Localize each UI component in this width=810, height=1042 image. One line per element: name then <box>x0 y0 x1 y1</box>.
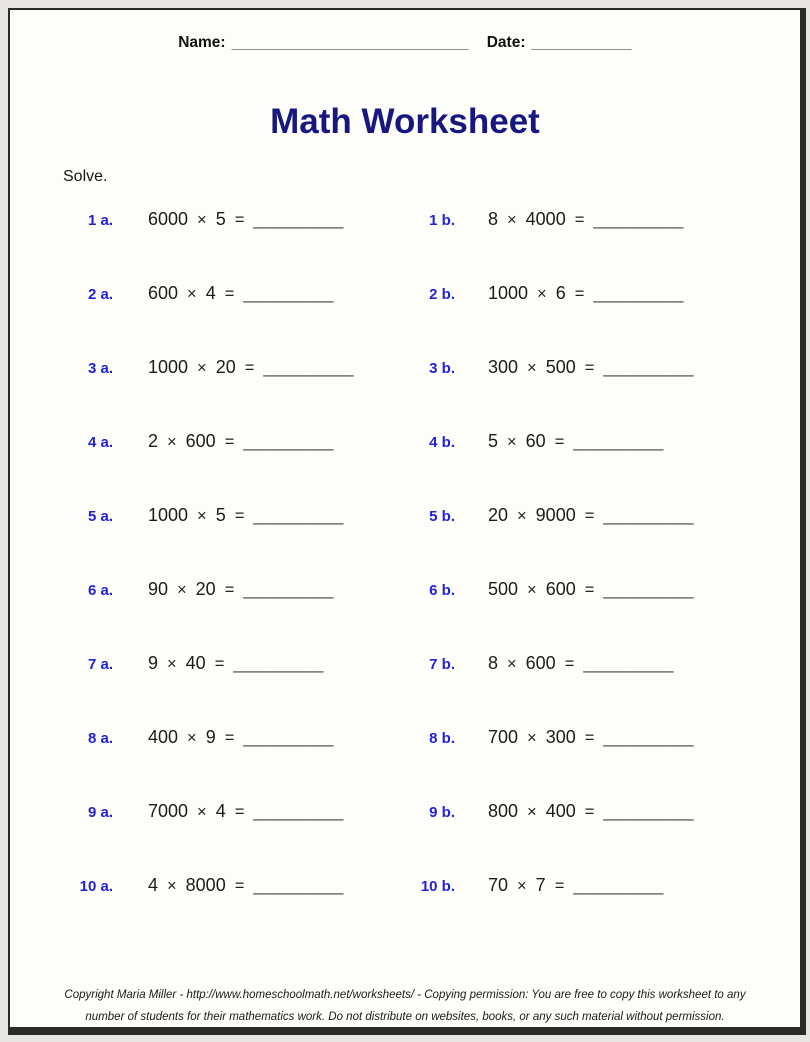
problem-equation-2a <box>148 283 403 304</box>
multiplication-sign: × <box>167 433 177 451</box>
problem-equation-10b <box>488 875 663 896</box>
equals-sign: = <box>584 507 595 525</box>
factor-1: 800 <box>488 801 519 821</box>
answer-blank: _________ <box>263 357 354 377</box>
equals-sign: = <box>224 433 235 451</box>
answer-blank: _________ <box>253 875 344 895</box>
factor-1: 90 <box>148 579 169 599</box>
problem-row-10 <box>10 875 800 949</box>
answer-blank: _________ <box>573 431 664 451</box>
factor-2: 60 <box>525 431 546 451</box>
answer-blank: _________ <box>243 727 334 747</box>
problem-equation-9b <box>488 801 693 822</box>
multiplication-sign: × <box>517 507 527 525</box>
multiplication-sign: × <box>507 433 517 451</box>
factor-2: 300 <box>545 727 576 747</box>
multiplication-sign: × <box>537 285 547 303</box>
problem-equation-4b <box>488 431 663 452</box>
problem-equation-5b <box>488 505 693 526</box>
answer-blank: _________ <box>253 801 344 821</box>
answer-blank: _________ <box>253 209 344 229</box>
copyright-line-1: Copyright Maria Miller - http://www.homeschoolmath.net/worksheets/ - Copying permission: You are free to copy this worksheet to any <box>64 989 746 1001</box>
factor-1: 1000 <box>148 357 189 377</box>
answer-blank: _________ <box>603 505 694 525</box>
problem-equation-9a <box>148 801 403 822</box>
multiplication-sign: × <box>197 507 207 525</box>
problem-label-3a: 3 a. <box>87 360 113 377</box>
multiplication-sign: × <box>507 211 517 229</box>
factor-2: 5 <box>215 209 226 229</box>
problem-row-5 <box>10 505 800 579</box>
factor-1: 1000 <box>148 505 189 525</box>
answer-blank: _________ <box>253 505 344 525</box>
equals-sign: = <box>234 211 245 229</box>
problem-equation-3a <box>148 357 403 378</box>
multiplication-sign: × <box>187 729 197 747</box>
answer-blank: _________ <box>243 579 334 599</box>
factor-1: 7000 <box>148 801 189 821</box>
problems-grid <box>10 209 800 949</box>
problem-row-7 <box>10 653 800 727</box>
factor-1: 5 <box>488 431 499 451</box>
factor-2: 4000 <box>525 209 566 229</box>
problem-label-8a: 8 a. <box>87 730 113 747</box>
equals-sign: = <box>234 877 245 895</box>
answer-blank: _________ <box>573 875 664 895</box>
problem-label-7a: 7 a. <box>87 656 113 673</box>
problem-label-5a: 5 a. <box>87 508 113 525</box>
name-blank-line: __________________________ <box>231 34 469 51</box>
problem-equation-10a <box>148 875 403 896</box>
problem-label-10b: 10 b. <box>420 878 455 895</box>
factor-2: 600 <box>545 579 576 599</box>
factor-2: 6 <box>555 283 566 303</box>
equals-sign: = <box>584 359 595 377</box>
factor-2: 9000 <box>535 505 576 525</box>
problem-equation-6a <box>148 579 403 600</box>
answer-blank: _________ <box>243 431 334 451</box>
multiplication-sign: × <box>197 211 207 229</box>
problem-row-9 <box>10 801 800 875</box>
multiplication-sign: × <box>527 729 537 747</box>
equals-sign: = <box>554 877 565 895</box>
equals-sign: = <box>224 729 235 747</box>
problem-label-1a: 1 a. <box>87 212 113 229</box>
equals-sign: = <box>564 655 575 673</box>
factor-1: 2 <box>148 431 159 451</box>
problem-equation-4a <box>148 431 403 452</box>
multiplication-sign: × <box>167 877 177 895</box>
answer-blank: _________ <box>603 801 694 821</box>
answer-blank: _________ <box>593 209 684 229</box>
date-label: Date: <box>486 34 526 51</box>
multiplication-sign: × <box>517 877 527 895</box>
problem-label-10a: 10 a. <box>79 878 113 895</box>
copyright-line-2: number of students for their mathematics work. Do not distribute on websites, books, or any such material without permission. <box>85 1011 725 1023</box>
factor-1: 8 <box>488 653 499 673</box>
problem-label-5b: 5 b. <box>429 508 455 525</box>
problem-label-3b: 3 b. <box>429 360 455 377</box>
problem-row-2 <box>10 283 800 357</box>
equals-sign: = <box>234 803 245 821</box>
problem-equation-7b <box>488 653 673 674</box>
factor-1: 4 <box>148 875 159 895</box>
problem-equation-3b <box>488 357 693 378</box>
factor-2: 20 <box>215 357 236 377</box>
equals-sign: = <box>554 433 565 451</box>
factor-2: 8000 <box>185 875 226 895</box>
multiplication-sign: × <box>197 803 207 821</box>
copyright-footer <box>10 984 800 1028</box>
problem-equation-8b <box>488 727 693 748</box>
factor-1: 700 <box>488 727 519 747</box>
problem-label-6a: 6 a. <box>87 582 113 599</box>
problem-label-4b: 4 b. <box>429 434 455 451</box>
factor-1: 6000 <box>148 209 189 229</box>
equals-sign: = <box>214 655 225 673</box>
problem-row-1 <box>10 209 800 283</box>
problem-equation-6b <box>488 579 693 600</box>
problem-label-2b: 2 b. <box>429 286 455 303</box>
problem-label-9a: 9 a. <box>87 804 113 821</box>
factor-1: 300 <box>488 357 519 377</box>
instruction-text: Solve. <box>63 168 108 185</box>
factor-2: 4 <box>215 801 226 821</box>
multiplication-sign: × <box>197 359 207 377</box>
multiplication-sign: × <box>507 655 517 673</box>
factor-2: 20 <box>195 579 216 599</box>
factor-1: 400 <box>148 727 179 747</box>
answer-blank: _________ <box>603 579 694 599</box>
multiplication-sign: × <box>527 581 537 599</box>
multiplication-sign: × <box>177 581 187 599</box>
problem-equation-5a <box>148 505 403 526</box>
problem-row-3 <box>10 357 800 431</box>
equals-sign: = <box>584 581 595 599</box>
problem-equation-8a <box>148 727 403 748</box>
factor-1: 9 <box>148 653 159 673</box>
date-blank-line: ___________ <box>531 34 632 51</box>
problem-equation-1a <box>148 209 403 230</box>
answer-blank: _________ <box>583 653 674 673</box>
problem-label-1b: 1 b. <box>429 212 455 229</box>
equals-sign: = <box>574 211 585 229</box>
factor-1: 70 <box>488 875 509 895</box>
answer-blank: _________ <box>603 357 694 377</box>
problem-equation-2b <box>488 283 683 304</box>
problem-label-9b: 9 b. <box>429 804 455 821</box>
problem-equation-1b <box>488 209 683 230</box>
problem-label-7b: 7 b. <box>429 656 455 673</box>
factor-2: 5 <box>215 505 226 525</box>
problem-equation-7a <box>148 653 403 674</box>
factor-2: 500 <box>545 357 576 377</box>
multiplication-sign: × <box>167 655 177 673</box>
factor-2: 600 <box>185 431 216 451</box>
page-title: Math Worksheet <box>270 102 540 141</box>
equals-sign: = <box>584 729 595 747</box>
equals-sign: = <box>574 285 585 303</box>
answer-blank: _________ <box>233 653 324 673</box>
factor-1: 20 <box>488 505 509 525</box>
factor-2: 7 <box>535 875 546 895</box>
answer-blank: _________ <box>243 283 334 303</box>
answer-blank: _________ <box>593 283 684 303</box>
factor-2: 600 <box>525 653 556 673</box>
equals-sign: = <box>224 581 235 599</box>
problem-row-4 <box>10 431 800 505</box>
problem-row-6 <box>10 579 800 653</box>
problem-row-8 <box>10 727 800 801</box>
worksheet-page <box>8 8 806 1035</box>
factor-2: 40 <box>185 653 206 673</box>
multiplication-sign: × <box>527 803 537 821</box>
name-label: Name: <box>178 34 226 51</box>
answer-blank: _________ <box>603 727 694 747</box>
multiplication-sign: × <box>187 285 197 303</box>
equals-sign: = <box>234 507 245 525</box>
equals-sign: = <box>584 803 595 821</box>
problem-label-8b: 8 b. <box>429 730 455 747</box>
name-date-header <box>10 34 800 52</box>
equals-sign: = <box>224 285 235 303</box>
factor-1: 1000 <box>488 283 529 303</box>
factor-1: 600 <box>148 283 179 303</box>
problem-label-4a: 4 a. <box>87 434 113 451</box>
factor-1: 8 <box>488 209 499 229</box>
multiplication-sign: × <box>527 359 537 377</box>
problem-label-6b: 6 b. <box>429 582 455 599</box>
equals-sign: = <box>244 359 255 377</box>
factor-1: 500 <box>488 579 519 599</box>
factor-2: 400 <box>545 801 576 821</box>
factor-2: 9 <box>205 727 216 747</box>
factor-2: 4 <box>205 283 216 303</box>
problem-label-2a: 2 a. <box>87 286 113 303</box>
